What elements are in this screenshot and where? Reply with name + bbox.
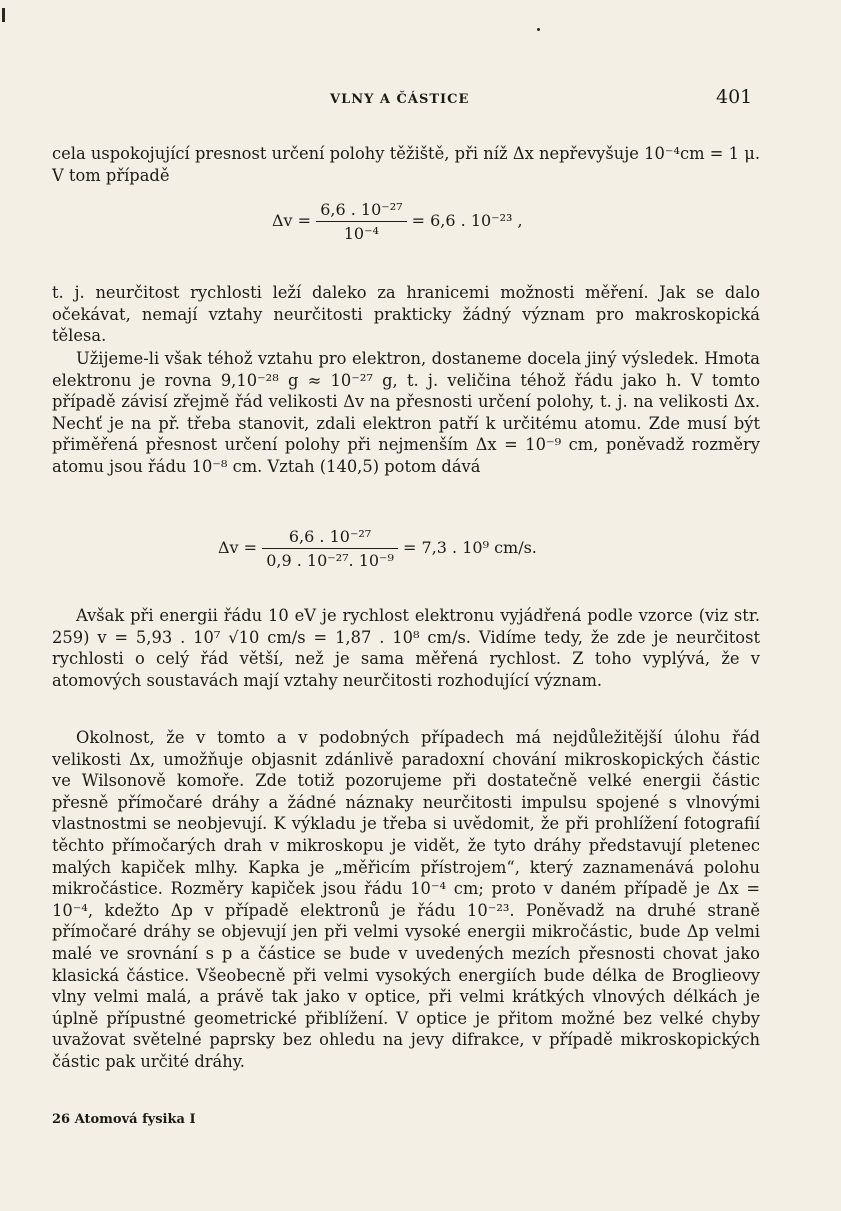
paragraph-2: t. j. neurčitost rychlosti leží daleko za hranicemi možnosti měření. Jak se dalo očekávat, nemají vztahy neurčitosti prakticky žádný význam pro makroskopická tělesa. (52, 283, 760, 346)
equation-1-denominator: 10⁻⁴ (343, 224, 379, 243)
equation-2-lhs: Δv = (218, 538, 258, 557)
running-title: VLNY A ČÁSTICE (330, 92, 470, 107)
page-dot (537, 28, 540, 31)
paragraph-1: cela uspokojující presnost určení polohy těžiště, při níž Δx nepřevyšuje 10⁻⁴cm = 1 μ. V tom případě (52, 144, 760, 185)
equation-2-fraction (262, 527, 398, 570)
equation-1-fraction (316, 200, 406, 243)
page-number: 401 (716, 86, 753, 108)
equation-1-lhs: Δv = (272, 211, 312, 230)
footer-signature: 26 Atomová fysika I (52, 1112, 196, 1127)
paragraph-5: Okolnost, že v tomto a v podobných případech má nejdůležitější úlohu řád velikosti Δx, umožňuje objasnit zdánlivě paradoxní chování mikroskopických částic ve Wilsonově komoře. Zde totiž pozorujeme při dostatečně velké energii částic přesně přímočaré dráhy a žádné náznaky neurčitosti impulsu spojené s vlnovými vlastnostmi se neobjevují. K výkladu je třeba si uvědomit, že při prohlížení fotografií těchto přímočarých drah v mikroskopu je vidět, že tyto dráhy představují pletenec malých kapiček mlhy. Kapka je „měřicím přístrojem“, který zaznamenává polohu mikročástice. Rozměry kapiček jsou řádu 10⁻⁴ cm; proto v daném případě je Δx = 10⁻⁴, kdežto Δp v případě elektronů je řádu 10⁻²³. Poněvadž na druhé straně přímočaré dráhy se objevují jen při velmi vysoké energii mikročástic, bude Δp velmi malé ve srovnání s p a částice se bude v uvedených mezích přesnosti chovat jako klasická částice. Všeobecně při velmi vysokých energiích bude délka de Broglieovy vlny velmi malá, a právě tak jako v optice, při velmi krátkých vlnových délkách je úplně přípustné geometrické přiblížení. V optice je přitom možné bez velké chyby uvažovat světelné paprsky bez ohledu na jevy difrakce, v případě mikroskopických částic pak určité dráhy. (52, 728, 760, 1071)
equation-1 (272, 200, 523, 243)
paragraph-4: Avšak při energii řádu 10 eV je rychlost elektronu vyjádřená podle vzorce (viz str. 259) v = 5,93 . 10⁷ √10 cm/s = 1,87 . 10⁸ cm/s. Vidíme tedy, že zde je neurčitost rychlosti o celý řád větší, než je sama měřená rychlost. Z toho vyplývá, že v atomových soustavách mají vztahy neurčitosti rozhodující význam. (52, 606, 760, 690)
equation-2-rhs: = 7,3 . 10⁹ cm/s. (403, 538, 537, 557)
equation-1-numerator: 6,6 . 10⁻²⁷ (316, 200, 406, 222)
equation-2-denominator: 0,9 . 10⁻²⁷. 10⁻⁹ (266, 551, 394, 570)
equation-1-rhs: = 6,6 . 10⁻²³ , (411, 211, 523, 230)
paragraph-3: Užijeme-li však téhož vztahu pro elektron, dostaneme docela jiný výsledek. Hmota elektronu je rovna 9,10⁻²⁸ g ≈ 10⁻²⁷ g, t. j. veličina téhož řádu jako h. V tomto případě závisí zřejmě řád velikosti Δv na přesnosti určení polohy, t. j. na velikosti Δx. Nechť je na př. třeba stanovit, zdali elektron patří k určitému atomu. Zde musí být přiměřená přesnost určení polohy při nejmenším Δx = 10⁻⁹ cm, poněvadž rozměry atomu jsou řádu 10⁻⁸ cm. Vztah (140,5) potom dává (52, 349, 760, 476)
equation-2-numerator: 6,6 . 10⁻²⁷ (262, 527, 398, 549)
equation-2 (218, 527, 537, 570)
margin-mark (2, 8, 5, 22)
